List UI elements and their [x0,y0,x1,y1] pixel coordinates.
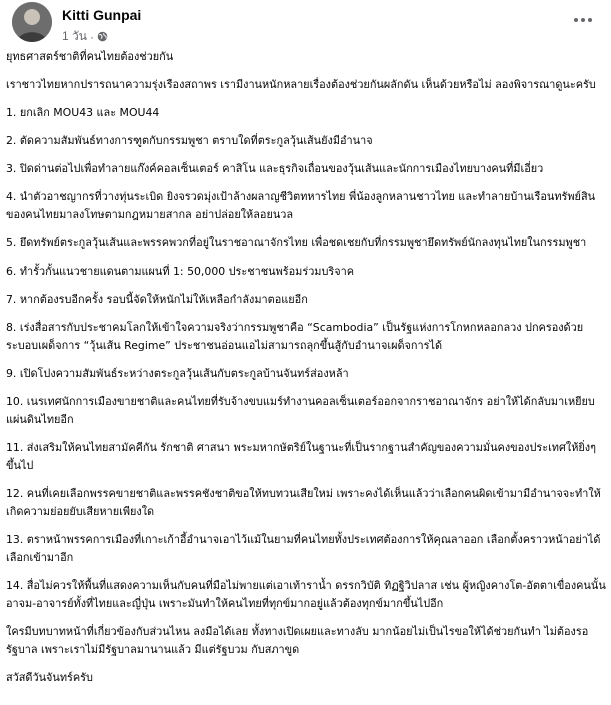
list-item: 6. ทำรั้วกั้นแนวชายแดนตามแผนที่ 1: 50,000 ประชาชนพร้อมร่วมบริจาค [6,264,355,278]
list-item: 4. นำตัวอาชญากรที่วางทุ่นระเบิด ยิงจรวดมุ่งเป้าล้างผลาญชีวิตทหารไทย พี่น้องลูกหลานชาวไทย และทำลายบ้านเรือนทรัพย์สินของคนไทยมาลงโทษตามกฎหมายสากล อย่าปล่อยให้ลอยนวล [6,190,596,222]
post-intro: เราชาวไทยหากปรารถนาความรุ่งเรืองสถาพร เรามีงานหนักหลายเรื่องต้องช่วยกันผลักดัน เห็นด้วยหรือไม่ ลองพิจารณาดูนะครับ [6,78,596,92]
list-item: 10. เนรเทศนักการเมืองขายชาติและคนไทยที่รับจ้างขบแมร์ทำงานคอลเซ็นเตอร์ออกจากราชอาณาจักร อย่าให้ได้กลับมาเหยียบแผ่นดินไทยอีก [6,394,595,426]
list-item: 7. หากต้องรบอีกครั้ง รอบนี้จัดให้หนักไม่ให้เหลือกำลังมาตอแยอีก [6,292,308,306]
list-item: 9. เปิดโปงความสัมพันธ์ระหว่างตระกูลวุ้นเส้นกับตระกูลบ้านจันทร์ส่องหล้า [6,366,349,380]
post-title: ยุทธศาสตร์ชาติที่คนไทยต้องช่วยกัน [6,50,174,63]
list-item: 8. เร่งสื่อสารกับประชาคมโลกให้เข้าใจความจริงว่ากรรมพูชาคือ “Scambodia” เป็นรัฐแห่งการโกหกหลอกลวง ปกครองด้วยระบอบเผด็จการ “วุ้นเส้น Regime” ประชาชนอ่อนแอไม่สามารถลุกขึ้นสู้กับอำนาจเผด็จการได้ [6,320,584,352]
list-item: 5. ยึดทรัพย์ตระกูลวุ้นเส้นและพรรคพวกที่อยู่ในราชอาณาจักรไทย เพื่อชดเชยกับที่กรรมพูชายึดทรัพย์นักลงทุนไทยในกรรมพูชา [6,236,587,250]
list-item: 14. สื่อไม่ควรให้พื้นที่แสดงความเห็นกับคนที่มือไม่พายแต่เอาเท้าราน้ำ ดรรกวิบัติ ทิฏฐิวิปลาส เช่น ผู้หญิงคางโต-อัตตาเขื่องคนนั้น อาจม-อาจารย์ทั้งที่ไทยและญี่ปุ่น เพราะมันทำให้คนไทยที่ทุกข์มากอยู่แล้วต้องทุกข์มากขึ้นไปอีก [6,578,606,610]
post-header [6,0,605,48]
list-item: 2. ตัดความสัมพันธ์ทางการฑูตกับกรรมพูชา ตราบใดที่ตระกูลวุ้นเส้นยังมีอำนาจ [6,134,373,148]
avatar[interactable] [12,2,52,42]
post-body [6,48,606,687]
meta-separator: · [89,29,94,44]
post-signoff: สวัสดีวันจันทร์ครับ [6,670,93,684]
list-item: 13. ตราหน้าพรรคการเมืองที่เกาะเก้าอี้อำนาจเอาไว้แม้ในยามที่คนไทยทั้งประเทศต้องการให้คุณลาออก เลือกตั้งคราวหน้าอย่าได้เลือกเข้ามาอีก [6,532,601,564]
avatar-image [12,2,52,42]
list-item: 3. ปิดด่านต่อไปเพื่อทำลายแก๊งค์คอลเซ็นเตอร์ คาสิโน และธุรกิจเถื่อนของวุ้นเส้นและนักการเมืองไทยบางคนที่มีเอี่ยว [6,162,544,176]
post-meta [62,27,108,46]
list-item: 1. ยกเลิก MOU43 และ MOU44 [6,106,160,120]
author-name[interactable]: Kitti Gunpai [62,7,142,23]
globe-icon[interactable] [97,31,108,42]
list-item: 12. คนที่เคยเลือกพรรคขายชาติและพรรคชังชาติขอให้ทบทวนเสียใหม่ เพราะคงได้เห็นแล้วว่าเลือกคนผิดเข้ามามีอำนาจจะทำให้เกิดความย่อยยับเสียหายเพียงใด [6,486,601,518]
more-options-button[interactable] [569,10,597,30]
post-time[interactable]: 1 วัน [62,29,87,43]
post-closing: ใครมีบทบาทหน้าที่เกี่ยวข้องกับส่วนไหน ลงมือได้เลย ทั้งทางเปิดเผยและทางลับ มากน้อยไม่เป็นไรขอให้ได้ช่วยกันทำ ไม่ต้องรอรัฐบาล เพราะเราไม่มีรัฐบาลมานานแล้ว มีแต่รัฐบวม กับสภาขูด [6,624,589,656]
more-dots-icon [574,18,578,22]
list-item: 11. ส่งเสริมให้คนไทยสามัคคีกัน รักชาติ ศาสนา พระมหากษัตริย์ในฐานะที่เป็นรากฐานสำคัญของความมั่นคงของประเทศให้ยิ่งๆ ขึ้นไป [6,440,596,472]
